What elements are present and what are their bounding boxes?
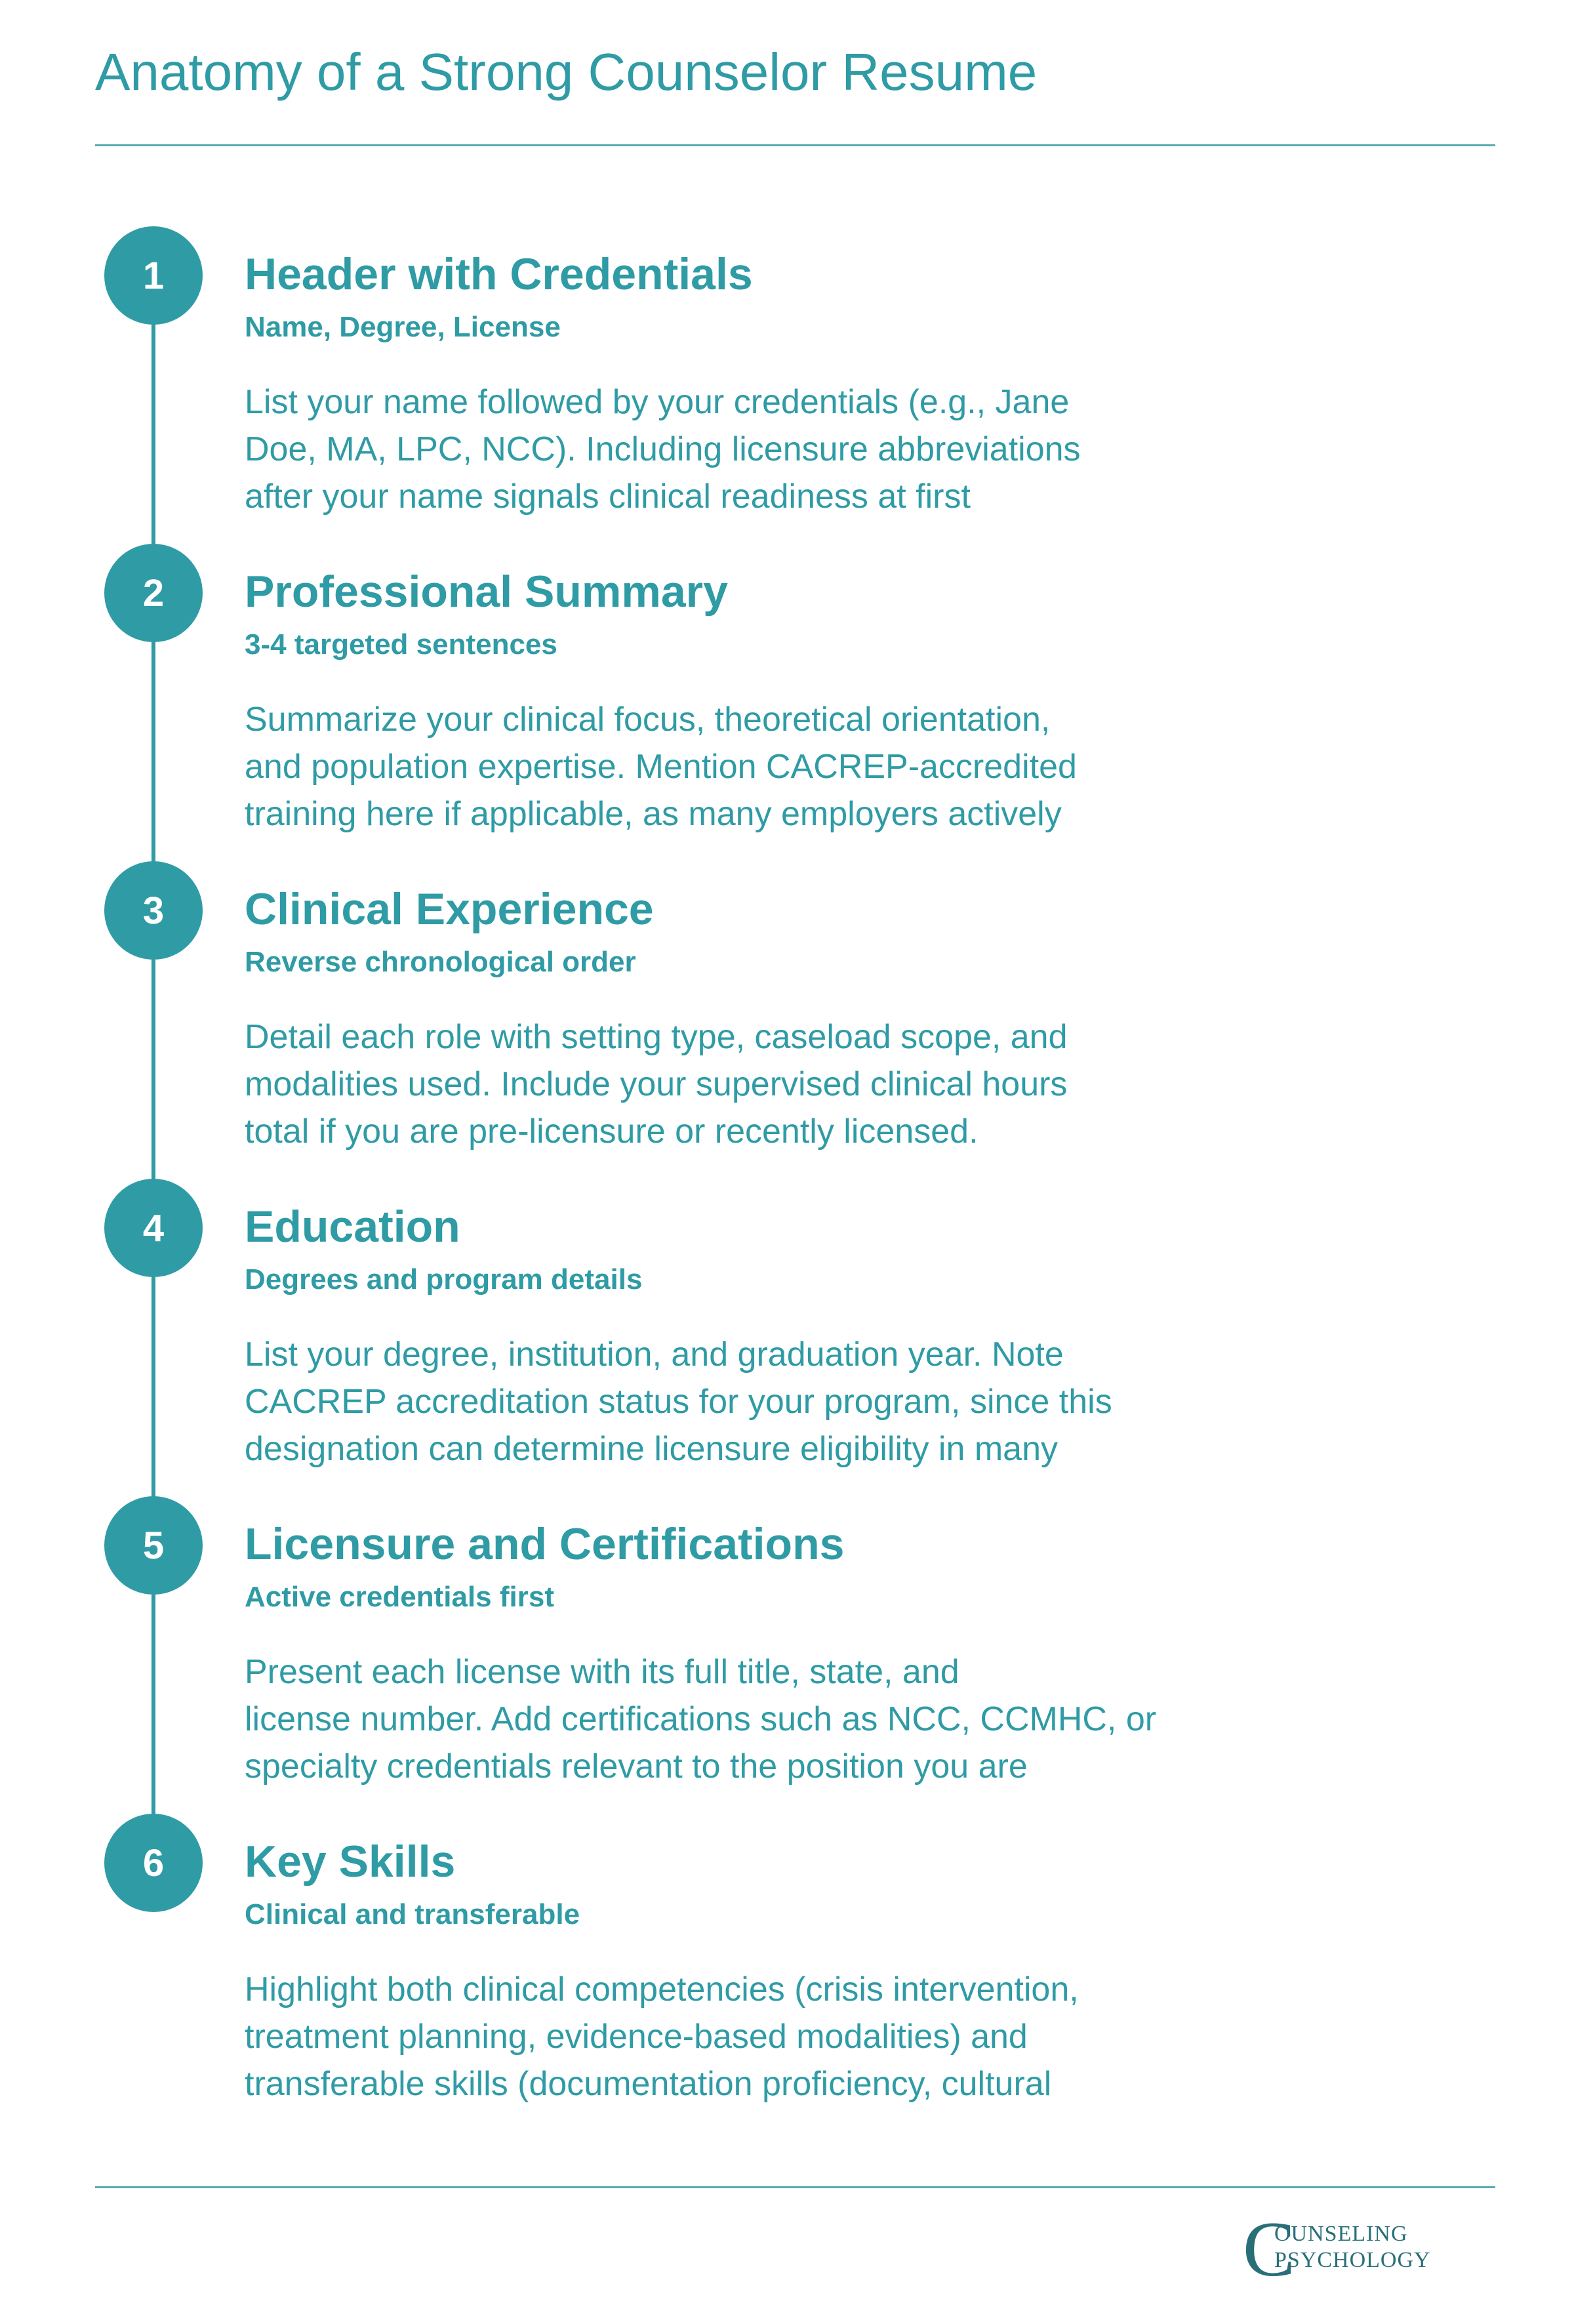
step-description-line: after your name signals clinical readiness at first [245, 478, 971, 516]
step-6 [0, 1814, 1574, 2131]
counseling-psychology-logo [1243, 2205, 1492, 2293]
step-number-badge: 3 [104, 861, 203, 960]
step-description [245, 378, 1307, 520]
step-title: Education [245, 1202, 460, 1252]
step-description-line: treatment planning, evidence-based modalities) and [245, 2018, 1028, 2056]
step-description-line: Present each license with its full title, state, and [245, 1653, 959, 1691]
step-2 [0, 544, 1574, 861]
step-description-line: and population expertise. Mention CACREP-accredited [245, 748, 1077, 786]
logo-mark: C [1243, 2205, 1296, 2293]
step-title: Header with Credentials [245, 249, 753, 299]
step-title: Clinical Experience [245, 884, 654, 934]
step-subtitle: Degrees and program details [245, 1263, 643, 1295]
step-description-line: Doe, MA, LPC, NCC). Including licensure abbreviations [245, 430, 1081, 468]
bottom-divider [95, 2186, 1495, 2188]
step-description-line: Summarize your clinical focus, theoretical orientation, [245, 701, 1051, 739]
step-number-badge: 5 [104, 1496, 203, 1595]
step-number-badge: 1 [104, 226, 203, 325]
step-subtitle: Reverse chronological order [245, 946, 636, 978]
step-description-line: training here if applicable, as many employers actively [245, 795, 1062, 833]
step-number-badge: 2 [104, 544, 203, 642]
logo-wordmark-bottom: PSYCHOLOGY [1274, 2248, 1431, 2272]
step-description-line: transferable skills (documentation proficiency, cultural [245, 2065, 1052, 2103]
step-description-line: total if you are pre-licensure or recently licensed. [245, 1112, 979, 1151]
step-number-badge: 6 [104, 1814, 203, 1912]
page-title: Anatomy of a Strong Counselor Resume [95, 43, 1038, 101]
step-description-line: Detail each role with setting type, caseload scope, and [245, 1018, 1068, 1056]
step-description-line: CACREP accreditation status for your program, since this [245, 1383, 1112, 1421]
step-subtitle: Name, Degree, License [245, 311, 561, 343]
step-description [245, 1013, 1307, 1155]
top-divider [95, 144, 1495, 146]
step-title: Licensure and Certifications [245, 1519, 845, 1569]
step-description-line: specialty credentials relevant to the position you are [245, 1747, 1028, 1785]
step-title: Professional Summary [245, 567, 728, 617]
step-description-line: List your name followed by your credentials (e.g., Jane [245, 383, 1070, 421]
step-description-line: Highlight both clinical competencies (crisis intervention, [245, 1970, 1079, 2008]
step-4 [0, 1179, 1574, 1496]
step-number-badge: 4 [104, 1179, 203, 1277]
step-description-line: List your degree, institution, and graduation year. Note [245, 1335, 1064, 1374]
step-description [245, 696, 1307, 838]
step-subtitle: Active credentials first [245, 1581, 554, 1613]
step-subtitle: 3-4 targeted sentences [245, 628, 557, 661]
step-subtitle: Clinical and transferable [245, 1898, 580, 1930]
step-1 [0, 226, 1574, 544]
logo-wordmark-top: OUNSELING [1274, 2222, 1408, 2246]
step-description-line: designation can determine licensure eligibility in many [245, 1430, 1059, 1468]
step-3 [0, 861, 1574, 1179]
step-description [245, 1648, 1307, 1790]
step-description [245, 1331, 1307, 1473]
step-title: Key Skills [245, 1837, 456, 1886]
step-description-line: modalities used. Include your supervised clinical hours [245, 1065, 1068, 1103]
step-description [245, 1966, 1307, 2108]
step-5 [0, 1496, 1574, 1814]
step-description-line: license number. Add certifications such as NCC, CCMHC, or [245, 1700, 1157, 1738]
